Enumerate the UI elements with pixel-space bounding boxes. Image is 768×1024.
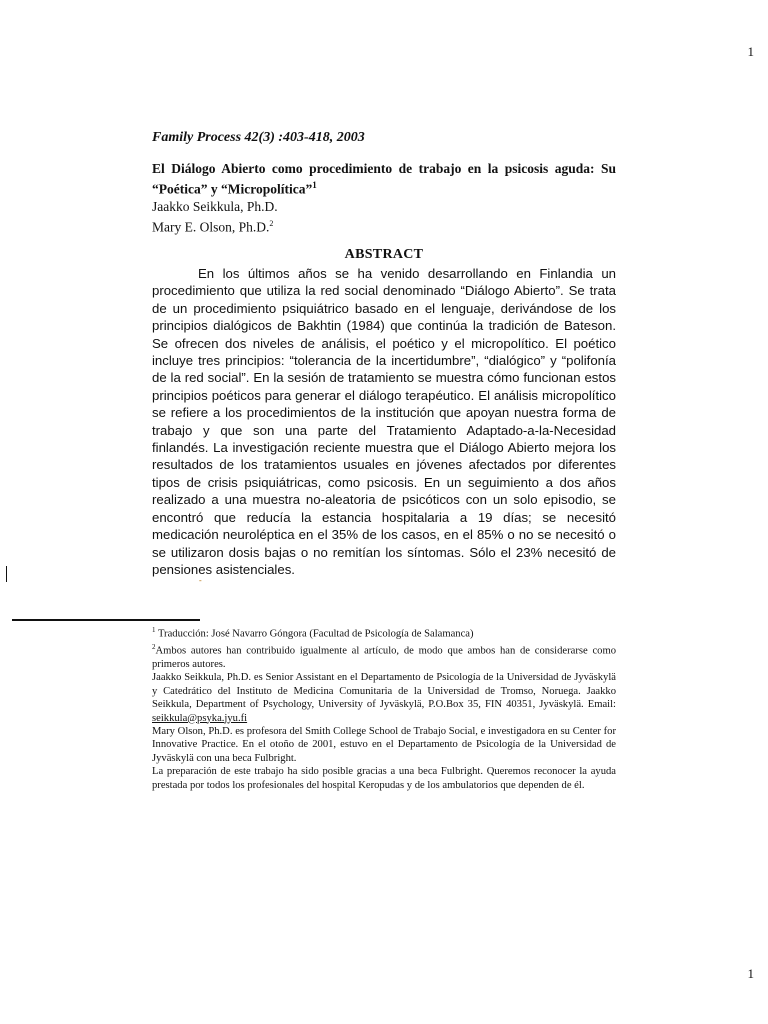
footnote-text: Ambos autores han contribuido igualmente al artículo, de modo que ambos han de considerarse como primeros autores. — [152, 645, 616, 670]
author-name: Mary E. Olson, Ph.D. — [152, 219, 270, 234]
author-line — [152, 198, 616, 215]
author-footnote-ref: 2 — [269, 218, 274, 228]
article-title-text: El Diálogo Abierto como procedimiento de trabajo en la psicosis aguda: Su “Poética” y “Micropolítica” — [152, 161, 616, 197]
abstract-body: En los últimos años se ha venido desarrollando en Finlandia un procedimiento que utiliza la red social denominado “Diálogo Abierto”. Se trata de un procedimiento psiquiátrico basado en el lenguaje, derivándose de los principios dialógicos de Bakhtin (1984) que continúa la tradición de Bateson. Se ofrecen dos niveles de análisis, el poético y el micropolítico. El poético incluye tres principios: “tolerancia de la incertidumbre”, “dialógico” y “polifonía de la red social”. En la sesión de tratamiento se muestra cómo funcionan estos principios poéticos para generar el diálogo terapéutico. El análisis micropolítico se refiere a los procedimientos de la institución que apoyan nuestra forma de trabajo y que son una parte del Tratamiento Adaptado-a-la-Necesidad finlandés. La investigación reciente muestra que el Diálogo Abierto mejora los resultados de los tratamientos usuales en jóvenes afectados por diferentes tipos de crisis psiquiátricas, como psicosis. En un seguimiento a dos años realizado a una muestra no-aleatoria de psicóticos con un solo episodio, se encontró que reducía la estancia hospitalaria a 19 días; se necesitó medicación neuroléptica en el 35% de los casos, en el 85% o no se necesitó o se utilizaron dosis bajas o no remitían los síntomas. Sólo el 23% necesitó de pensiones asistenciales. — [152, 266, 616, 577]
text-cursor — [6, 566, 7, 582]
footnote-text: Jaakko Seikkula, Ph.D. es Senior Assistant en el Departamento de Psicología de la Universidad de Jyväskylä y Catedrático del Instituto de Medicina Comunitaria de la Universidad de Tromso, Noruega. Jaakko Seikkula, Department of Psychology, University of Jyväskylä, P.O.Box 35, FIN 40351, Jyväskylä. Email: — [152, 672, 616, 711]
article-title — [152, 160, 616, 198]
author-name: Jaakko Seikkula, Ph.D. — [152, 198, 278, 214]
seikkula-affiliation — [152, 671, 616, 725]
author-line — [152, 215, 616, 236]
footnote-1 — [152, 624, 616, 641]
footnotes — [152, 624, 616, 792]
anchor-mark: - — [199, 576, 202, 585]
footnote-text: Traducción: José Navarro Góngora (Facultad de Psicología de Salamanca) — [155, 628, 474, 640]
page-number-bottom: 1 — [747, 966, 754, 981]
footnote-separator — [12, 619, 200, 621]
email-link[interactable]: seikkula@psyka.jyu.fi — [152, 712, 248, 724]
document-body — [152, 130, 616, 578]
journal-citation: Family Process 42(3) :403-418, 2003 — [152, 130, 365, 145]
olson-affiliation: Mary Olson, Ph.D. es profesora del Smith College School de Trabajo Social, e investigadora en su Center for Innovative Practice. En el otoño de 2001, estuvo en el Departamento de Psicología de la Universidad de Jyväskylä con una beca Fulbright. — [152, 725, 616, 764]
abstract-heading: ABSTRACT — [344, 247, 424, 262]
footnote-marker: 1 — [152, 626, 156, 634]
page-number-top: 1 — [747, 44, 754, 59]
title-footnote-ref: 1 — [312, 180, 317, 190]
acknowledgment: La preparación de este trabajo ha sido posible gracias a una beca Fulbright. Queremos reconocer la ayuda prestada por todos los profesionales del hospital Keropudas y de los ambulatorios que dependen de él. — [152, 766, 616, 791]
footnote-marker: 2 — [152, 642, 156, 651]
footnote-2 — [152, 641, 616, 671]
